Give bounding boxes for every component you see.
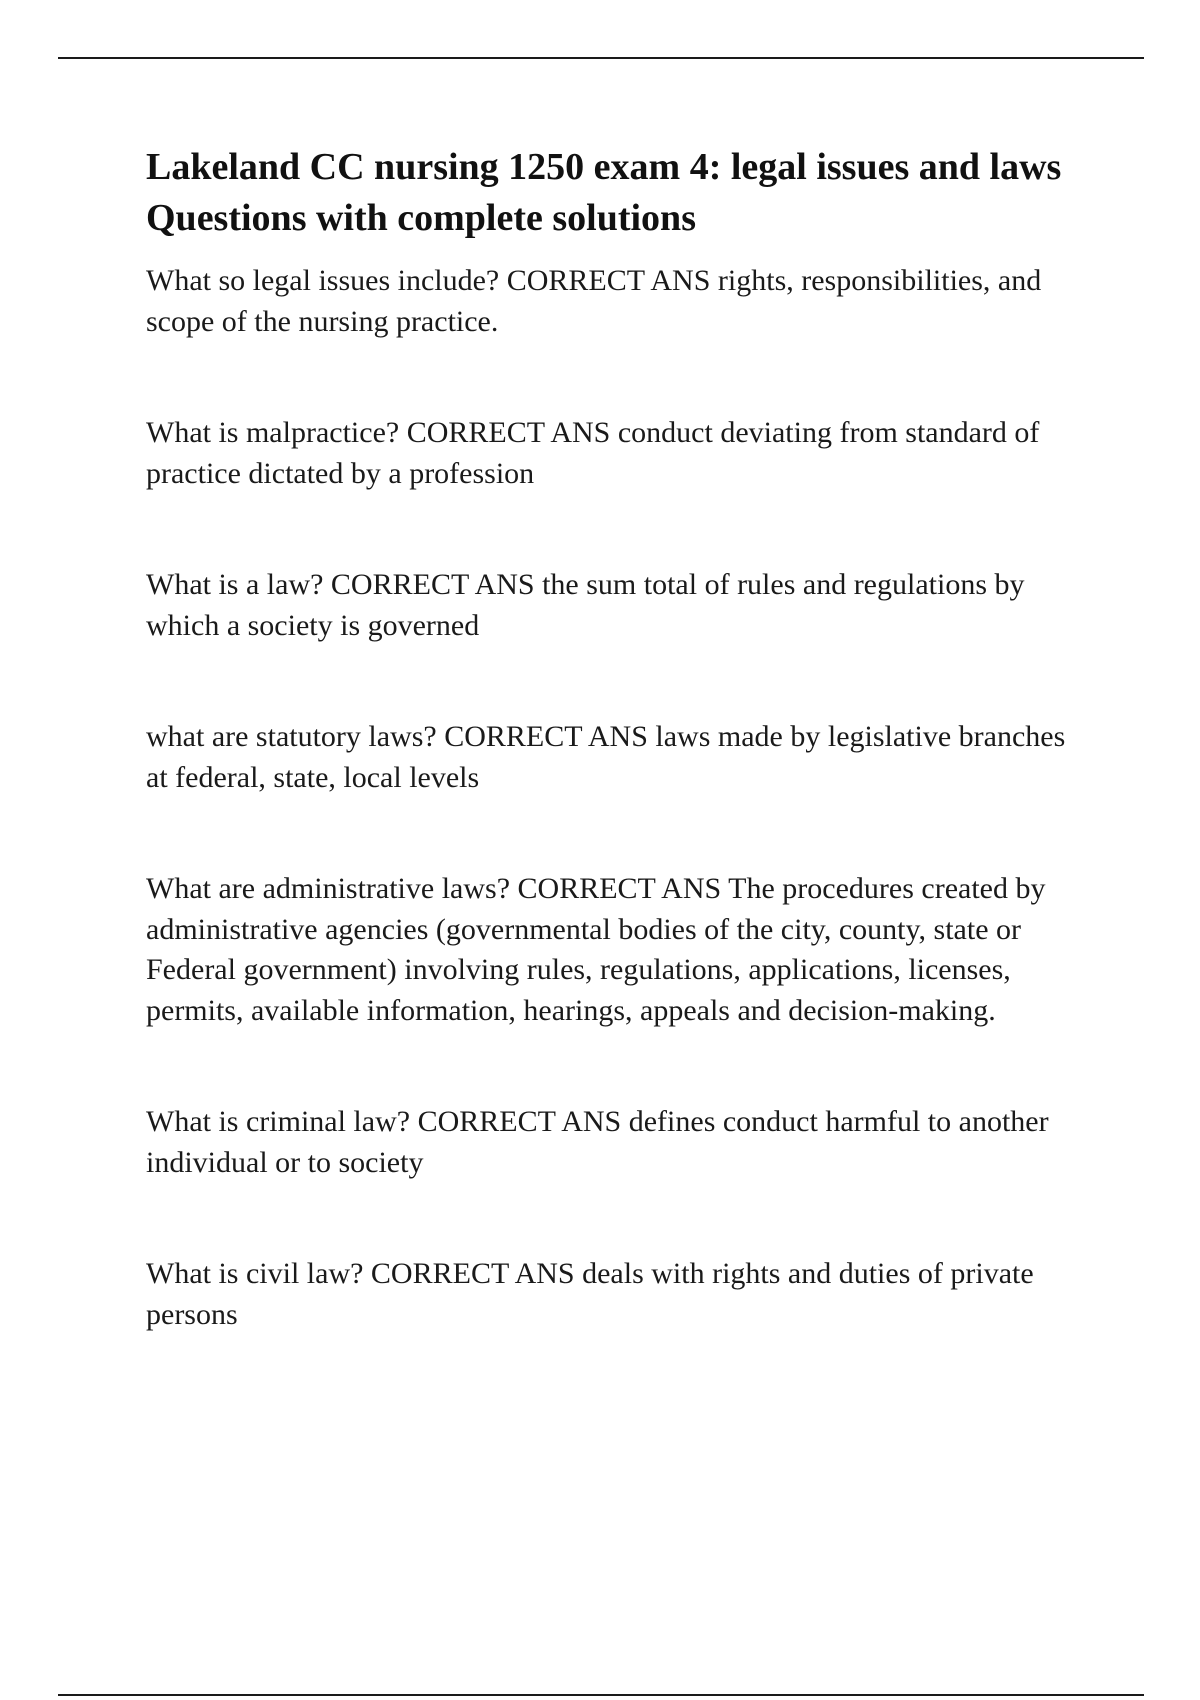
top-divider xyxy=(58,57,1144,59)
document-body xyxy=(146,142,1086,1335)
qa-item: What so legal issues include? CORRECT ANS rights, responsibilities, and scope of the nursing practice. xyxy=(146,264,1042,338)
qa-item: what are statutory laws? CORRECT ANS laws made by legislative branches at federal, state, local levels xyxy=(146,720,1066,794)
qa-item: What is criminal law? CORRECT ANS defines conduct harmful to another individual or to society xyxy=(146,1105,1049,1179)
qa-item: What is civil law? CORRECT ANS deals with rights and duties of private persons xyxy=(146,1257,1034,1331)
bottom-divider xyxy=(58,1694,1144,1696)
qa-item: What is a law? CORRECT ANS the sum total of rules and regulations by which a society is governed xyxy=(146,568,1025,642)
document-title: Lakeland CC nursing 1250 exam 4: legal issues and laws Questions with complete solutions xyxy=(146,146,1062,239)
qa-item: What is malpractice? CORRECT ANS conduct deviating from standard of practice dictated by a profession xyxy=(146,416,1040,490)
qa-item: What are administrative laws? CORRECT ANS The procedures created by administrative agencies (governmental bodies of the city, county, state or Federal government) involving rules, regulations, applications, licenses, permits, available information, hearings, appeals and decision-making. xyxy=(146,872,1046,1027)
qa-list xyxy=(146,261,1086,1335)
